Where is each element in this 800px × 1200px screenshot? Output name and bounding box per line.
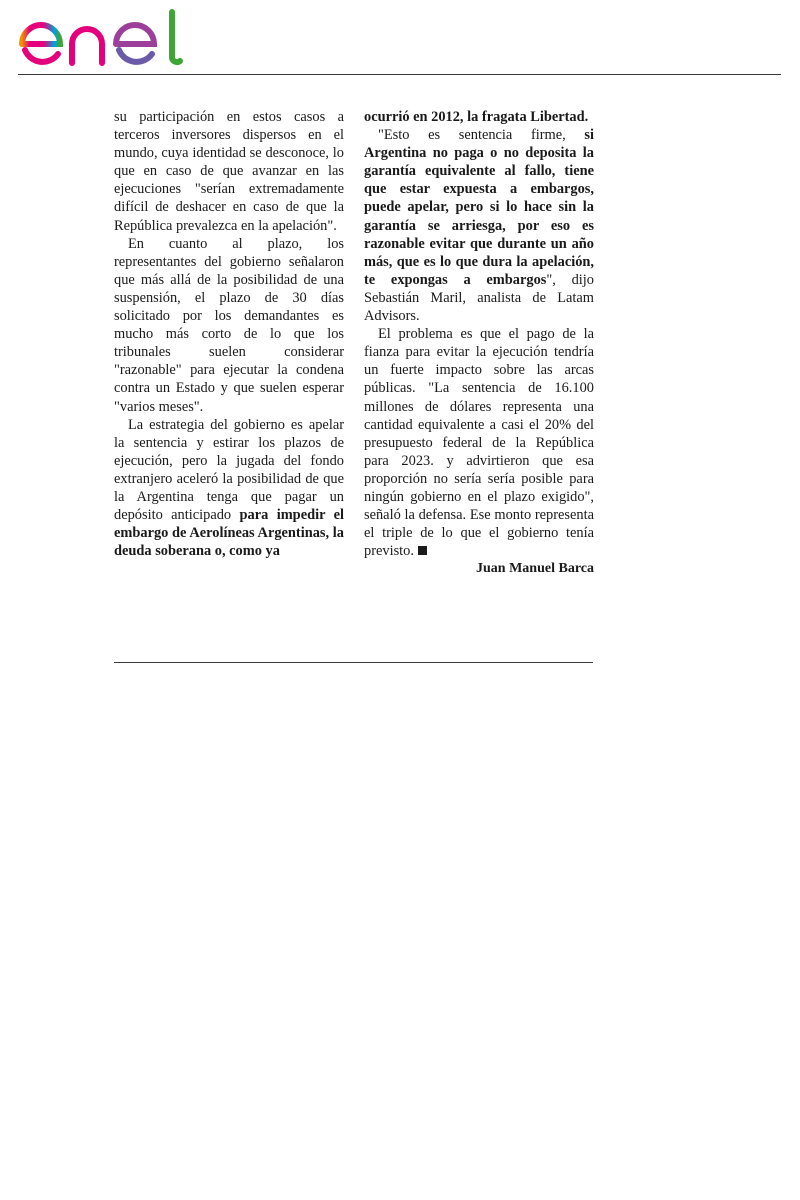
paragraph-bold-text: para impedir el embargo de Aerolíneas Argentinas, la deuda soberana o, como ya [114,507,344,560]
paragraph-text: El problema es que el pago de la fianza para evitar la ejecución tendría un fuerte impacto sobre las arcas públicas. "La sentencia de 16.100 millones de dólares representa una cantidad equivalente a casi el 20% del presupuesto federal de la República para 2023. y advirtieron que esa proporción no sería sería posible para ningún gobierno en el plazo exigido", señaló la defensa. Ese monto representa el triple de lo que el gobierno tenía previsto. [364,326,594,560]
paragraph-bold-text: si Argentina no paga o no deposita la garantía equivalente al fallo, tiene que estar expuesta a embargos, puede apelar, pero si lo hace sin la garantía se arriesga, por eso es razonable evitar que durante un año más, que es lo que dura la apelación, te expongas a embargos [364,127,594,288]
enel-logo-icon [16,4,186,68]
paragraph [364,325,594,560]
article-bottom-divider [114,662,593,663]
header-divider [18,74,781,75]
byline: Juan Manuel Barca [476,561,594,577]
end-square-icon [418,546,427,555]
article-column-left [114,108,344,560]
paragraph-text: "Esto es sentencia firme, [378,127,585,144]
paragraph [364,108,594,126]
paragraph [364,126,594,325]
article-column-right [364,108,594,578]
paragraph-text: La estrategia del gobierno es apelar la sentencia y estirar los plazos de ejecución, pero la jugada del fondo extranjero aceleró la posibilidad de que la Argentina tenga que pagar un depósito anticipado [114,416,344,524]
paragraph [114,416,344,561]
paragraph: su participación en estos casos a terceros inversores dispersos en el mundo, cuya identidad se desconoce, lo que en caso de que avanzar en las ejecuciones "serían extremadamente difícil de deshacer en caso de que la República prevalezca en la apelación". [114,109,344,234]
paragraph: En cuanto al plazo, los representantes del gobierno señalaron que más allá de la posibilidad de una suspensión, el plazo de 30 días solicitado por los demandantes es mucho más corto de lo que los tribunales suelen considerar "razonable" para ejecutar la condena contra un Estado y que suelen esperar "varios meses". [114,235,344,415]
paragraph-text: ", dijo Sebastián Maril, analista de Latam Advisors. [364,271,594,325]
paragraph-bold-text: ocurrió en 2012, la fragata Libertad. [364,109,589,125]
